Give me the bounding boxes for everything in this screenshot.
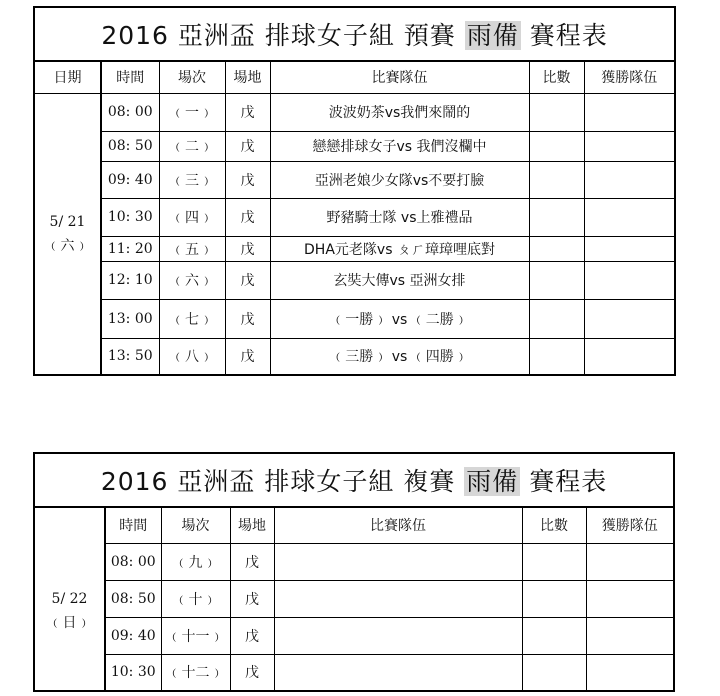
date-line2: ﹙日﹚ xyxy=(48,615,91,631)
date-line2: ﹙六﹚ xyxy=(46,237,89,254)
header-match: 場次 xyxy=(159,61,225,93)
winner-cell xyxy=(584,338,675,375)
time-cell: 08: 00 xyxy=(101,93,159,131)
teams-cell: ﹙一勝﹚ vs ﹙二勝﹚ xyxy=(270,299,529,338)
venue-cell: 戊 xyxy=(225,198,270,236)
final-title-highlight: 雨備 xyxy=(466,467,519,496)
venue-cell: 戊 xyxy=(225,299,270,338)
header-winner: 獲勝隊伍 xyxy=(584,61,675,93)
score-cell xyxy=(522,617,586,654)
winner-cell xyxy=(584,131,675,161)
table-row xyxy=(34,161,675,198)
venue-cell: 戊 xyxy=(230,617,274,654)
final-title-row xyxy=(34,453,674,507)
score-cell xyxy=(529,261,584,299)
teams-cell xyxy=(274,617,522,654)
table-row xyxy=(34,543,674,580)
score-cell xyxy=(529,93,584,131)
time-cell: 10: 30 xyxy=(105,654,161,691)
teams-cell: 亞洲老娘少女隊vs不要打臉 xyxy=(270,161,529,198)
score-cell xyxy=(529,198,584,236)
venue-cell: 戊 xyxy=(225,261,270,299)
teams-cell: 戀戀排球女子vs 我們沒欄中 xyxy=(270,131,529,161)
match-cell: ﹙六﹚ xyxy=(159,261,225,299)
table-row xyxy=(34,236,675,261)
date-cell xyxy=(34,93,101,375)
score-cell xyxy=(522,654,586,691)
teams-cell: DHA元老隊vs ㄆㄏ璋璋哩底對 xyxy=(270,236,529,261)
time-cell: 08: 50 xyxy=(101,131,159,161)
header-match: 場次 xyxy=(161,507,230,543)
time-cell: 11: 20 xyxy=(101,236,159,261)
match-cell: ﹙二﹚ xyxy=(159,131,225,161)
date-line1: 5/ 22 xyxy=(51,591,88,607)
winner-cell xyxy=(586,580,674,617)
match-cell: ﹙四﹚ xyxy=(159,198,225,236)
match-cell: ﹙十一﹚ xyxy=(161,617,230,654)
score-cell xyxy=(522,580,586,617)
final-title xyxy=(34,453,674,507)
header-date: 日期 xyxy=(34,61,101,93)
header-teams: 比賽隊伍 xyxy=(274,507,522,543)
teams-cell: 波波奶茶vs我們來鬧的 xyxy=(270,93,529,131)
table-row xyxy=(34,93,675,131)
time-cell: 12: 10 xyxy=(101,261,159,299)
header-time: 時間 xyxy=(101,61,159,93)
winner-cell xyxy=(586,617,674,654)
prelim-schedule-table xyxy=(33,6,676,376)
prelim-title-post: 賽程表 xyxy=(520,21,608,50)
teams-cell xyxy=(274,580,522,617)
table-row xyxy=(34,261,675,299)
winner-cell xyxy=(584,198,675,236)
table-row xyxy=(34,198,675,236)
prelim-title-row xyxy=(34,7,675,61)
table-row xyxy=(34,617,674,654)
header-venue: 場地 xyxy=(225,61,270,93)
header-teams: 比賽隊伍 xyxy=(270,61,529,93)
table-row xyxy=(34,580,674,617)
score-cell xyxy=(522,543,586,580)
venue-cell: 戊 xyxy=(225,338,270,375)
time-cell: 10: 30 xyxy=(101,198,159,236)
score-cell xyxy=(529,338,584,375)
final-title-pre: 2016 亞洲盃 排球女子組 複賽 xyxy=(100,467,465,496)
table-row xyxy=(34,299,675,338)
score-cell xyxy=(529,161,584,198)
match-cell: ﹙七﹚ xyxy=(159,299,225,338)
venue-cell: 戊 xyxy=(225,131,270,161)
teams-cell xyxy=(274,654,522,691)
score-cell xyxy=(529,299,584,338)
prelim-header-row xyxy=(34,61,675,93)
match-cell: ﹙九﹚ xyxy=(161,543,230,580)
match-cell: ﹙五﹚ xyxy=(159,236,225,261)
date-cell xyxy=(34,507,105,691)
final-title-post: 賽程表 xyxy=(520,467,608,496)
venue-cell: 戊 xyxy=(225,161,270,198)
time-cell: 08: 50 xyxy=(105,580,161,617)
winner-cell xyxy=(584,161,675,198)
header-score: 比數 xyxy=(522,507,586,543)
final-header-row xyxy=(34,507,674,543)
table-row xyxy=(34,654,674,691)
winner-cell xyxy=(584,299,675,338)
header-winner: 獲勝隊伍 xyxy=(586,507,674,543)
table-row xyxy=(34,338,675,375)
winner-cell xyxy=(584,236,675,261)
venue-cell: 戊 xyxy=(225,93,270,131)
match-cell: ﹙十二﹚ xyxy=(161,654,230,691)
header-time: 時間 xyxy=(105,507,161,543)
winner-cell xyxy=(584,261,675,299)
prelim-title xyxy=(34,7,675,61)
table-row xyxy=(34,131,675,161)
time-cell: 08: 00 xyxy=(105,543,161,580)
winner-cell xyxy=(584,93,675,131)
match-cell: ﹙八﹚ xyxy=(159,338,225,375)
prelim-title-pre: 2016 亞洲盃 排球女子組 預賽 xyxy=(101,21,465,50)
date-line1: 5/ 21 xyxy=(49,213,86,230)
score-cell xyxy=(529,131,584,161)
time-cell: 13: 00 xyxy=(101,299,159,338)
final-schedule-table xyxy=(33,452,675,692)
venue-cell: 戊 xyxy=(225,236,270,261)
time-cell: 09: 40 xyxy=(101,161,159,198)
teams-cell: 野豬騎士隊 vs上雅禮品 xyxy=(270,198,529,236)
match-cell: ﹙十﹚ xyxy=(161,580,230,617)
teams-cell: ﹙三勝﹚ vs ﹙四勝﹚ xyxy=(270,338,529,375)
venue-cell: 戊 xyxy=(230,654,274,691)
prelim-title-highlight: 雨備 xyxy=(466,21,519,50)
venue-cell: 戊 xyxy=(230,543,274,580)
time-cell: 13: 50 xyxy=(101,338,159,375)
header-venue: 場地 xyxy=(230,507,274,543)
teams-cell: 玄奘大傳vs 亞洲女排 xyxy=(270,261,529,299)
header-score: 比數 xyxy=(529,61,584,93)
score-cell xyxy=(529,236,584,261)
venue-cell: 戊 xyxy=(230,580,274,617)
match-cell: ﹙三﹚ xyxy=(159,161,225,198)
teams-cell xyxy=(274,543,522,580)
winner-cell xyxy=(586,654,674,691)
match-cell: ﹙一﹚ xyxy=(159,93,225,131)
time-cell: 09: 40 xyxy=(105,617,161,654)
winner-cell xyxy=(586,543,674,580)
